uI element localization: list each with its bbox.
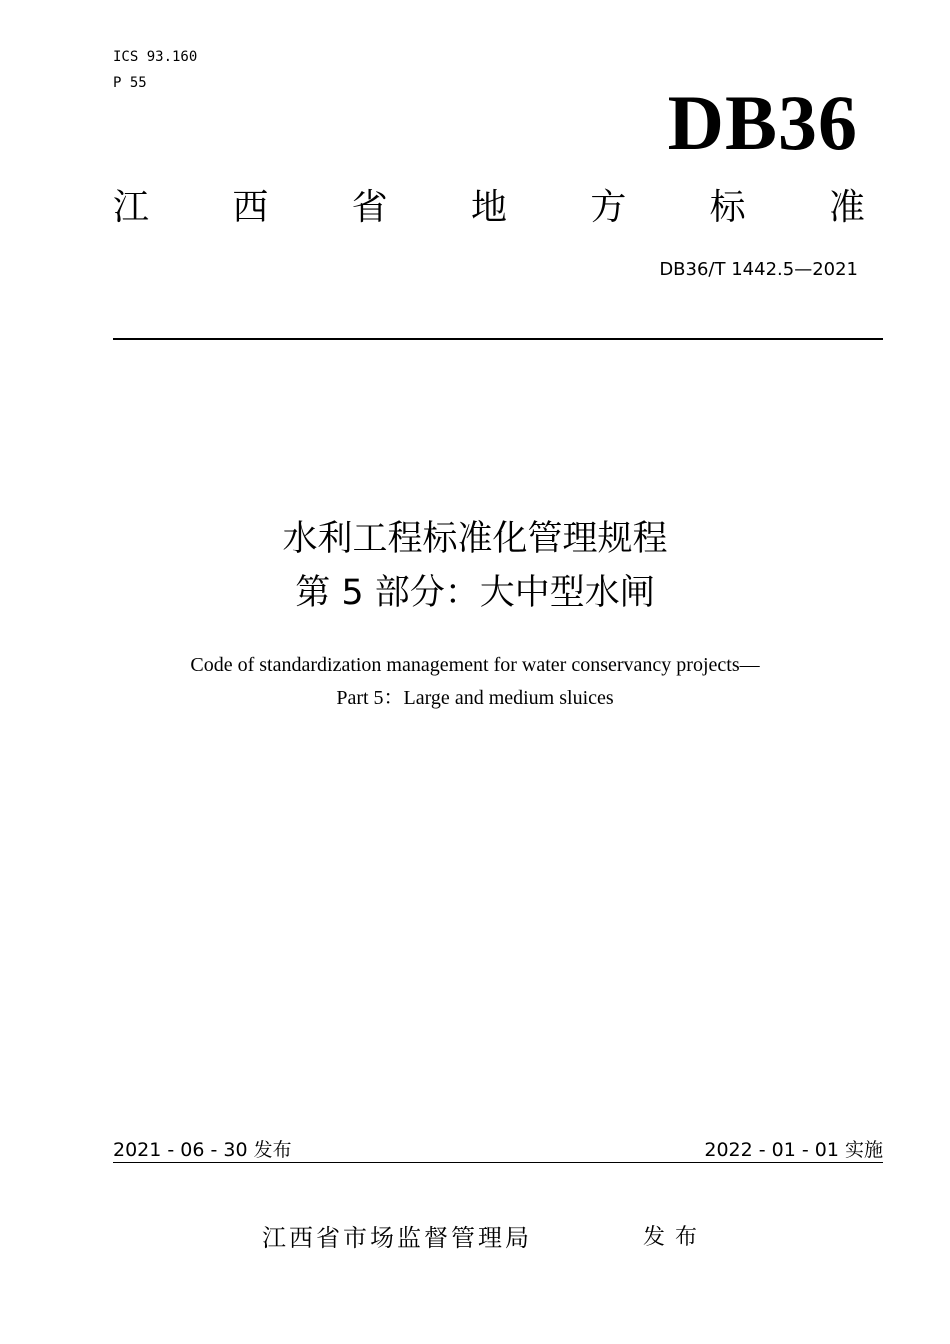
title-english-line-2: Part 5：Large and medium sluices (336, 687, 614, 709)
standard-type-char: 准 (828, 187, 865, 228)
title-chinese-line-1: 水利工程标准化管理规程 (282, 519, 668, 559)
standard-type-char: 方 (590, 187, 627, 228)
title-chinese-line-2: 第 5 部分：大中型水闸 (295, 573, 655, 613)
standard-code-logo: DB36 (667, 79, 858, 166)
issuing-authority: 江西省市场监督管理局 (262, 1224, 532, 1252)
standard-type-char: 省 (351, 187, 388, 228)
standard-type-char: 地 (470, 187, 507, 228)
issue-date: 2021 - 06 - 30 发布 (113, 1139, 292, 1161)
standard-type-char: 江 (113, 187, 150, 228)
title-english-line-1: Code of standardization management for water conservancy projects— (190, 654, 760, 676)
standard-type-char: 标 (709, 187, 746, 228)
implementation-date: 2022 - 01 - 01 实施 (704, 1139, 883, 1161)
standard-type-char: 西 (232, 187, 269, 228)
ics-code: ICS 93.160 (113, 49, 198, 65)
classification-code: P 55 (113, 75, 147, 91)
issue-label: 发布 (643, 1225, 708, 1250)
standard-type-heading (113, 184, 865, 232)
standard-number: DB36/T 1442.5—2021 (659, 259, 858, 280)
top-divider (113, 338, 883, 340)
bottom-divider (113, 1162, 883, 1163)
